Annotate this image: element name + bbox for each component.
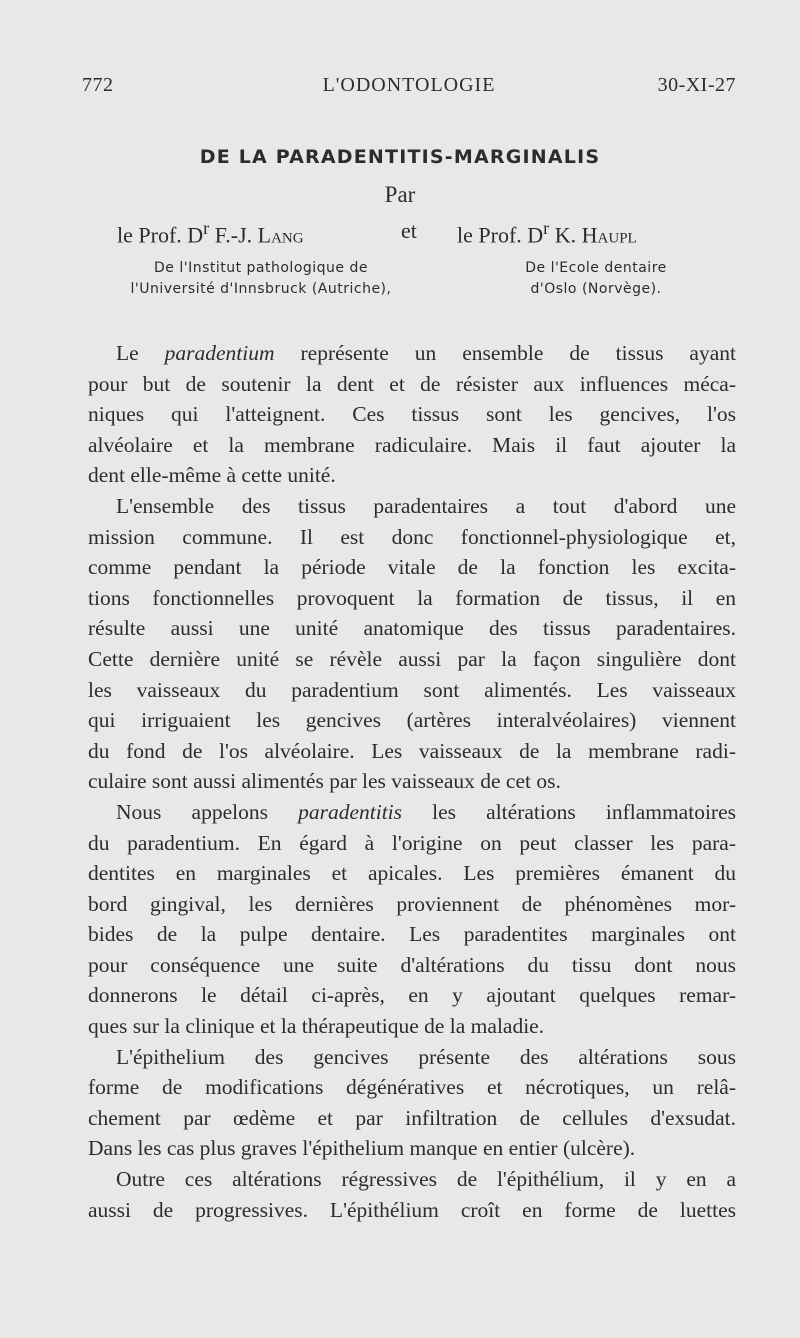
author-lang: le Prof. $D^r$ F.-J. Lang — [117, 218, 304, 248]
text-line — [88, 430, 736, 461]
text-line — [88, 583, 736, 614]
article-title: DE LA PARADENTITIS-MARGINALIS — [199, 146, 601, 168]
author-haupl: le Prof. $D^r$ K. Haupl — [457, 218, 637, 248]
text-run: niques qui l'atteignent. Ces tissus sont les gencives, l'os — [88, 402, 736, 427]
text-line — [88, 1103, 736, 1134]
text-line — [88, 889, 736, 920]
text-line — [88, 552, 736, 583]
text-run: représente un ensemble de tissus ayant — [274, 341, 736, 365]
text-run: Outre ces altérations régressives de l'épithélium, il y en a — [116, 1167, 736, 1192]
text-run: dent elle-même à cette unité. — [88, 463, 336, 488]
text-run: bides de la pulpe dentaire. Les paradentites marginales ont — [88, 922, 736, 947]
text-line — [88, 675, 736, 706]
page-number: 772 — [82, 74, 114, 96]
text-line — [88, 705, 736, 736]
text-run: les vaisseaux du paradentium sont alimentés. Les vaisseaux — [88, 677, 736, 702]
text-line — [88, 950, 736, 981]
text-run: alvéolaire et la membrane radiculaire. Mais il faut ajouter la — [88, 432, 736, 457]
text-line — [88, 1164, 736, 1195]
text-line — [88, 766, 736, 797]
text-line — [88, 1133, 736, 1164]
byline-par: Par — [384, 182, 416, 207]
affiliation-oslo: De l'Ecole dentaire d'Oslo (Norvège). — [525, 260, 667, 297]
text-line — [88, 613, 736, 644]
text-line — [88, 797, 736, 828]
text-line — [88, 858, 736, 889]
text-line — [88, 1011, 736, 1042]
text-run: qui irriguaient les gencives (artères interalvéolaires) viennent — [88, 708, 736, 733]
text-line — [88, 399, 736, 430]
text-run: Cette dernière unité se révèle aussi par la façon singulière dont — [88, 646, 736, 671]
text-line — [88, 338, 736, 369]
text-line — [88, 522, 736, 553]
author-line — [117, 218, 707, 248]
text-run: résulte aussi une unité anatomique des tissus paradentaires. — [88, 616, 736, 641]
text-run: du fond de l'os alvéolaire. Les vaisseaux de la membrane radi- — [88, 738, 736, 763]
text-run: L'épithelium des gencives présente des altérations sous — [116, 1044, 736, 1069]
text-run: culaire sont aussi alimentés par les vaisseaux de cet os. — [88, 769, 561, 794]
author-conjunction: et — [401, 218, 417, 243]
text-line — [88, 736, 736, 767]
italic-term: paradentitis — [298, 799, 403, 824]
journal-title: L'ODONTOLOGIE — [322, 74, 496, 96]
text-run: pour but de soutenir la dent et de résister aux influences méca- — [88, 371, 736, 396]
text-line — [88, 828, 736, 859]
text-run: pour conséquence une suite d'altérations du tissu dont nous — [88, 952, 736, 977]
text-line — [88, 980, 736, 1011]
text-run: dentites en marginales et apicales. Les premières émanent du — [88, 861, 736, 886]
issue-date: 30-XI-27 — [657, 74, 736, 96]
text-line — [88, 644, 736, 675]
text-line — [88, 369, 736, 400]
text-line — [88, 491, 736, 522]
text-run: ques sur la clinique et la thérapeutique de la maladie. — [88, 1014, 545, 1039]
text-line — [88, 919, 736, 950]
text-run: mission commune. Il est donc fonctionnel-physiologique et, — [88, 524, 736, 549]
text-run: donnerons le détail ci-après, en y ajoutant quelques remar- — [88, 983, 736, 1008]
text-run: bord gingival, les dernières proviennent de phénomènes mor- — [88, 891, 736, 916]
running-head — [82, 74, 736, 104]
italic-term: paradentium — [164, 341, 275, 365]
text-run: Le — [116, 341, 165, 365]
text-run: les altérations inflammatoires — [402, 799, 736, 824]
text-run: chement par œdème et par infiltration de cellules d'exsudat. — [88, 1105, 736, 1130]
text-line — [88, 460, 736, 491]
text-line — [88, 1072, 736, 1103]
text-run: du paradentium. En égard à l'origine on peut classer les para- — [88, 830, 736, 855]
text-line — [88, 1042, 736, 1073]
text-line — [88, 1195, 736, 1226]
affiliation-innsbruck: De l'Institut pathologique de l'Université d'Innsbruck (Autriche), — [130, 260, 392, 297]
text-run: comme pendant la période vitale de la fonction les excita- — [88, 555, 736, 580]
text-run: tions fonctionnelles provoquent la formation de tissus, il en — [88, 585, 736, 610]
text-run: forme de modifications dégénératives et nécrotiques, un relâ- — [88, 1075, 736, 1100]
article-body — [88, 338, 736, 1225]
text-run: aussi de progressives. L'épithélium croît en forme de luettes — [88, 1197, 736, 1222]
text-run: Dans les cas plus graves l'épithelium manque en entier (ulcère). — [88, 1136, 636, 1161]
text-run: Nous appelons — [116, 799, 299, 824]
text-run: L'ensemble des tissus paradentaires a tout d'abord une — [116, 493, 736, 518]
